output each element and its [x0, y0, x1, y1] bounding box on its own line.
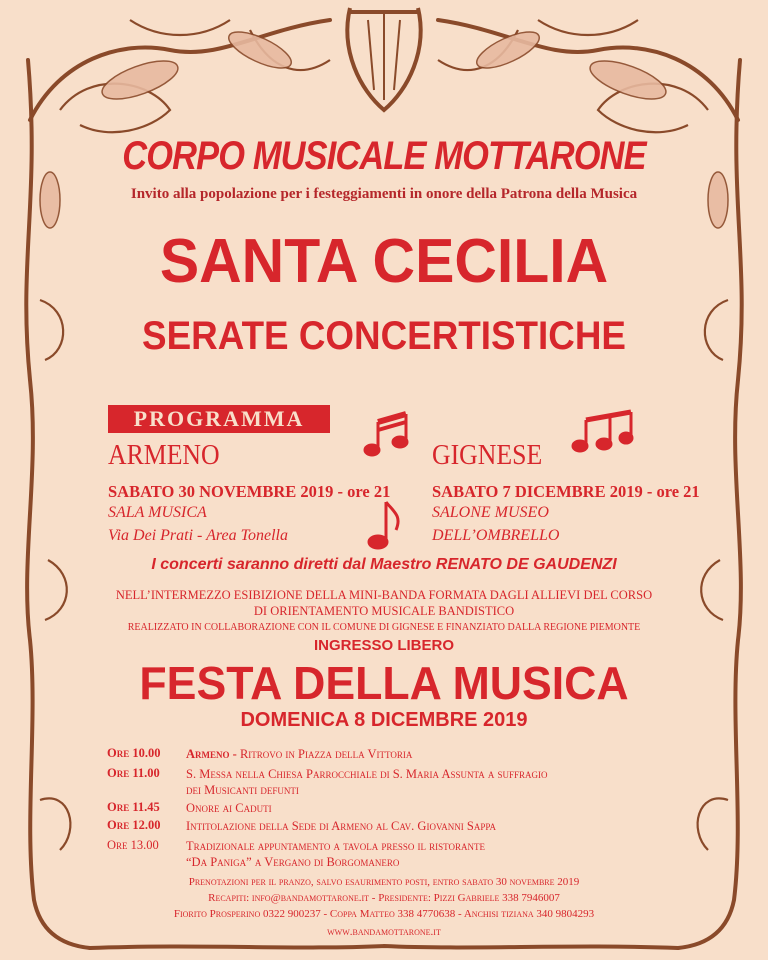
program-label: PROGRAMMA [108, 405, 330, 433]
schedule-item [186, 746, 646, 762]
schedule-lead: Armeno - [186, 747, 237, 761]
free-entry: INGRESSO LIBERO [313, 637, 455, 654]
intermezzo-line-2: DI ORIENTAMENTO MUSICALE BANDISTICO [253, 604, 515, 618]
music-note-icon [360, 410, 420, 460]
town-gignese: GIGNESE [432, 440, 543, 471]
schedule-time: Ore 11.45 [107, 800, 160, 814]
footer-booking: Prenotazioni per il pranzo, salvo esaurimento posti, entro sabato 30 novembre 2019 [188, 876, 580, 888]
intermezzo-line-1: NELL’INTERMEZZO ESIBIZIONE DELLA MINI-BANDA FORMATA DAGLI ALLIEVI DEL CORSO [115, 588, 653, 602]
schedule-item-cont: dei Musicanti defunti [186, 783, 299, 797]
schedule-time: Ore 12.00 [107, 818, 161, 832]
schedule-item: Intitolazione della Sede di Armeno al Cav. Giovanni Sappa [186, 819, 497, 833]
organization-title: CORPO MUSICALE MOTTARONE [122, 134, 646, 178]
footer-contacts: Recapiti: info@bandamottarone.it - Presidente: Pizzi Gabriele 338 7946007 [208, 892, 560, 904]
festa-date: DOMENICA 8 DICEMBRE 2019 [240, 709, 528, 731]
venue-gignese-line2: DELL’OMBRELLO [432, 527, 560, 544]
town-armeno: ARMENO [108, 440, 220, 471]
schedule-item: Onore ai Caduti [186, 801, 272, 815]
subtitle: SERATE CONCERTISTICHE [142, 314, 626, 358]
director-prefix: I concerti saranno diretti dal Maestro [151, 556, 432, 573]
festa-title: FESTA DELLA MUSICA [139, 657, 629, 709]
schedule-item-cont: “Da Paniga” a Vergano di Borgomanero [186, 855, 400, 869]
schedule-item: S. Messa nella Chiesa Parrocchiale di S. Maria Assunta a suffragio [186, 767, 548, 781]
main-title: SANTA CECILIA [159, 227, 609, 296]
director-name: RENATO DE GAUDENZI [435, 556, 617, 573]
director-line [0, 556, 768, 574]
schedule-desc: Ritrovo in Piazza della Vittoria [239, 747, 413, 761]
venue-armeno: SALA MUSICA [108, 504, 207, 521]
schedule-item: Tradizionale appuntamento a tavola presso il ristorante [186, 839, 485, 853]
music-note-icon [570, 408, 634, 454]
schedule-time: Ore 13.00 [107, 838, 159, 852]
lyre-icon [347, 8, 420, 110]
music-note-icon [366, 498, 406, 552]
collaboration-line: REALIZZATO IN COLLABORAZIONE CON IL COMUNE DI GIGNESE E FINANZIATO DALLA REGIONE PIEMONTE [127, 622, 641, 633]
date-gignese: SABATO 7 DICEMBRE 2019 - ore 21 [432, 482, 700, 501]
schedule-time: Ore 11.00 [107, 766, 160, 780]
venue-armeno-address: Via Dei Prati - Area Tonella [108, 527, 288, 544]
footer-website[interactable]: www.bandamottarone.it [327, 926, 441, 938]
footer-phones: Fiorito Prosperino 0322 900237 - Coppa Matteo 338 4770638 - Anchisi tiziana 340 9804293 [173, 908, 595, 920]
schedule-time: Ore 10.00 [107, 746, 161, 760]
date-armeno: SABATO 30 NOVEMBRE 2019 - ore 21 [108, 482, 391, 501]
invitation-line: Invito alla popolazione per i festeggiamenti in onore della Patrona della Musica [130, 186, 638, 202]
venue-gignese: SALONE MUSEO [432, 504, 549, 521]
